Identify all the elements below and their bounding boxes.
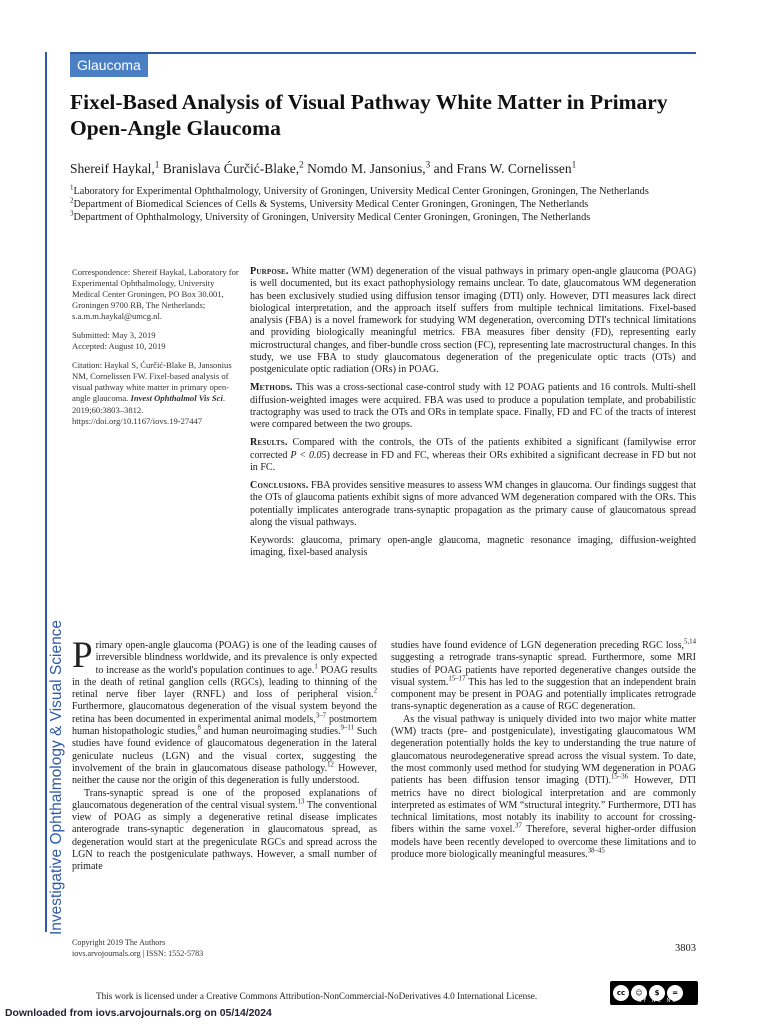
reference-link[interactable]: 8 (197, 724, 201, 732)
reference-link[interactable]: 5,14 (684, 638, 696, 646)
citation-doi[interactable]: . 2019;60:3803–3812. https://doi.org/10.1167/iovs.19-27447 (72, 393, 226, 426)
download-note: Downloaded from iovs.arvojournals.org on 05/14/2024 (5, 1008, 272, 1019)
body-paragraph (391, 714, 696, 862)
body-text: Trans-synaptic spread is one of the proposed explanations of glaucomatous degeneration of the central visual system. (72, 787, 377, 811)
abstract-results (250, 437, 696, 474)
body-text: Therefore, several higher-order diffusion models have been recently developed to overcome these limitations and to produce more biologically meaningful measures. (391, 824, 696, 861)
header-rule (70, 52, 696, 54)
body-column-right (391, 640, 696, 861)
body-text: Such studies have found evidence of glaucomatous degeneration in the lateral geniculate nucleus (LGN) and the visual cortex, suggesting the involvement of the brain in glaucomatous disease pathology. (72, 726, 377, 774)
journal-side-label: Investigative Ophthalmology & Visual Science (48, 619, 65, 935)
nc-icon: $ (649, 985, 665, 1001)
cc-badge-label: BY NC ND (638, 998, 679, 1004)
keywords: Keywords: glaucoma, primary open-angle glaucoma, magnetic resonance imaging, diffusion-weighted imaging, fixel-based analysis (250, 535, 696, 559)
affiliation-number: 3 (70, 209, 74, 218)
affiliation-item (70, 211, 710, 224)
affiliation-text: Department of Ophthalmology, University of Groningen, University Medical Center Groningen, Groningen, The Netherlands (73, 212, 591, 224)
citation (72, 360, 240, 426)
abstract-section-text: FBA provides sensitive measures to assess WM changes in glaucoma. Our findings suggest that the OTs of glaucoma patients exhibit signs of more advanced WM degeneration compared with the ORs. This potentially implicates anterograde trans-synaptic propagation as the primary cause of glaucomatous spread along the visual pathways. (250, 480, 696, 528)
reference-link[interactable]: 3–7 (315, 712, 327, 720)
abstract-section-text: This was a cross-sectional case-control study with 12 POAG patients and 16 controls. Multi-shell diffusion-weighted images were acquired. FBA was used to produce a population template, and probabilistic tractography was used to track the OTs and ORs in template space. Finally, FD and FC of the tracts of interest were compared between the two groups. (250, 382, 696, 430)
reference-link[interactable]: 38–45 (587, 847, 605, 855)
reference-link[interactable]: 9–11 (340, 724, 354, 732)
abstract-section-label: Results. (250, 437, 288, 449)
affiliation-item (70, 198, 710, 211)
article-metadata (72, 267, 240, 435)
author-list (70, 160, 710, 178)
body-text: POAG results in the death of retinal ganglion cells (RGCs), leading to thinning of the retinal nerve fiber layer (RNFL) and loss of peripheral vision. (72, 664, 377, 701)
correspondence-email[interactable]: s.a.m.m.haykal@umcg.nl. (72, 311, 163, 322)
reference-link[interactable]: 37 (515, 823, 522, 831)
journal-side-rule (45, 52, 47, 932)
author-name: and Frans W. Cornelissen (430, 161, 572, 176)
author-name: Shereif Haykal, (70, 161, 155, 176)
body-paragraph (72, 635, 378, 788)
author-name: Nomdo M. Jansonius, (303, 161, 426, 176)
body-text: However, neither the cause nor the origin of this degeneration is fully understood. (72, 762, 377, 787)
author-affil-ref: 3 (425, 159, 431, 170)
abstract-section-label: Purpose. (250, 266, 289, 277)
reference-link[interactable]: 13 (297, 798, 305, 806)
author-name: Branislava Ćurčić-Blake, (159, 161, 300, 176)
article-title: Fixel-Based Analysis of Visual Pathway White Matter in Primary Open-Angle Glaucoma (70, 90, 668, 140)
abstract-methods (250, 382, 696, 431)
reference-link[interactable]: 2 (373, 687, 377, 695)
abstract-section-text: White matter (WM) degeneration of the visual pathways in primary open-angle glaucoma (POAG) is well documented, but its exact pathophysiology remains unclear. To date, glaucomatous WM degeneration has been exclusively studied using diffusion tensor imaging (DTI) only. However, DTI measures lack direct biological interpretation, and the approach itself suffers from multiple technical limitations. Fixel-based analysis (FBA) is a novel framework for studying WM degeneration, overcoming DTI's technical limitations and providing biologically meaningful metrics. FBA measures fiber density (FD), representing early microstructural changes, and fiber-bundle cross section (FC), representing late macrostructural changes. In this study, we use FBA to study glaucomatous degeneration of the pregeniculate optic tracts (OTs) and postgeniculate optic radiation (ORs) in POAG. (250, 266, 696, 375)
body-text: studies have found evidence of LGN degeneration preceding RGC loss, (391, 640, 685, 651)
affiliation-item (70, 185, 710, 198)
correspondence: Correspondence: Shereif Haykal, Laboratory for Experimental Ophthalmology, University Medical Center Groningen, PO Box 30.001, Groningen 9700 RB, The Netherlands; (72, 267, 239, 311)
journal-issn[interactable]: iovs.arvojournals.org | ISSN: 1552-5783 (72, 949, 204, 958)
body-text: Furthermore, glaucomatous degeneration of the visual system beyond the retina has been documented in experimental animal models, (72, 701, 377, 725)
body-text: However, DTI metrics have no direct biological interpretation and are commonly interpreted as estimates of WM “structural integrity.” Furthermore, DTI has technical limitations, most notably its inability to account for crossing-fibers within the same voxel. (391, 775, 696, 836)
abstract (250, 266, 696, 566)
affiliation-text: Department of Biomedical Sciences of Cells & Systems, University Medical Center Groningen, Groningen, The Netherlands (73, 199, 589, 211)
abstract-purpose (250, 266, 696, 376)
citation-journal: Invest Ophthalmol Vis Sci (130, 393, 223, 404)
body-text: rimary open-angle glaucoma (POAG) is one of the leading causes of irreversible blindness worldwide, and its prevalence is only expected to increase as the world's population continues to age. (95, 640, 377, 676)
reference-link[interactable]: 15–36 (610, 773, 629, 781)
accepted-date: Accepted: August 10, 2019 (72, 341, 166, 352)
body-text: postmortem human histopathologic studies, (72, 713, 378, 738)
body-text: and human neuroimaging studies. (200, 726, 341, 738)
affiliation-number: 2 (70, 196, 74, 205)
body-column-left (72, 635, 378, 874)
drop-cap: P (72, 635, 93, 676)
category-tab: Glaucoma (70, 54, 148, 77)
body-text: suggesting a retrograde trans-synaptic spread. Furthermore, some MRI studies of POAG patients have reported degenerative changes outside the visual system. (391, 652, 696, 688)
author-affil-ref: 2 (299, 159, 304, 170)
author-affil-ref: 1 (571, 159, 577, 170)
nd-icon: = (667, 985, 683, 1001)
creative-commons-badge[interactable] (610, 981, 698, 1005)
reference-link[interactable]: 1 (314, 663, 318, 671)
abstract-conclusions (250, 480, 696, 529)
body-paragraph (72, 788, 377, 874)
copyright-text: Copyright 2019 The Authors (72, 938, 166, 947)
copyright-block (72, 937, 372, 959)
p-value: P < 0.05 (290, 449, 327, 461)
body-text: This has led to the suggestion that an independent brain component may be present in POAG and potentially implicates retrograde trans-synaptic degeneration as a cause of RGC degeneration. (391, 676, 696, 713)
body-paragraph (391, 640, 696, 714)
abstract-section-text: ) decrease in FD and FC, whereas their ORs exhibited a significant decrease in FD but not in FC. (250, 449, 696, 473)
cc-icon: cc (613, 985, 629, 1001)
reference-link[interactable]: 12 (327, 761, 334, 769)
submitted-date: Submitted: May 3, 2019 (72, 330, 156, 341)
affiliation-text: Laboratory for Experimental Ophthalmology, University of Groningen, University Medical Center Groningen, Groningen, The Netherlands (73, 186, 649, 197)
abstract-section-label: Conclusions. (250, 480, 309, 491)
author-affil-ref: 1 (154, 159, 160, 170)
abstract-section-text: Compared with the controls, the OTs of the patients exhibited a significant (familywise error corrected (250, 437, 696, 461)
affiliation-number: 1 (70, 183, 74, 192)
license-notice[interactable]: This work is licensed under a Creative Commons Attribution-NonCommercial-NoDerivatives 4.0 International License. (96, 991, 538, 1001)
abstract-section-label: Methods. (250, 382, 293, 394)
page-number: 3803 (675, 943, 696, 954)
reference-link[interactable]: 15–17 (448, 675, 466, 683)
body-text: The conventional view of POAG as simply a degenerative retinal disease implicates anterograde trans-synaptic degeneration in glaucomatous spread, as degeneration would start at the pregeniculate RGCs and spread across the LGN to reach the postgeniculate pathways. However, a small number of primate (72, 799, 377, 873)
by-icon: ☺ (631, 985, 647, 1001)
affiliation-list (70, 185, 710, 225)
citation-text: Citation: Haykal S, Ćurčić-Blake B, Jansonius NM, Cornelissen FW. Fixel-based analysis of visual pathway white matter in primary open-angle glaucoma. (72, 360, 232, 404)
body-text: As the visual pathway is uniquely divided into two major white matter (WM) tracts (pre- and postgeniculate), investigating glaucomatous WM degeneration potentially holds the key to understanding the true nature of glaucomatous neurodegenerative spread across the visual system. To date, the most commonly used method for studying WM degeneration in POAG patients has been diffusion tensor imaging (DTI). (391, 713, 696, 787)
